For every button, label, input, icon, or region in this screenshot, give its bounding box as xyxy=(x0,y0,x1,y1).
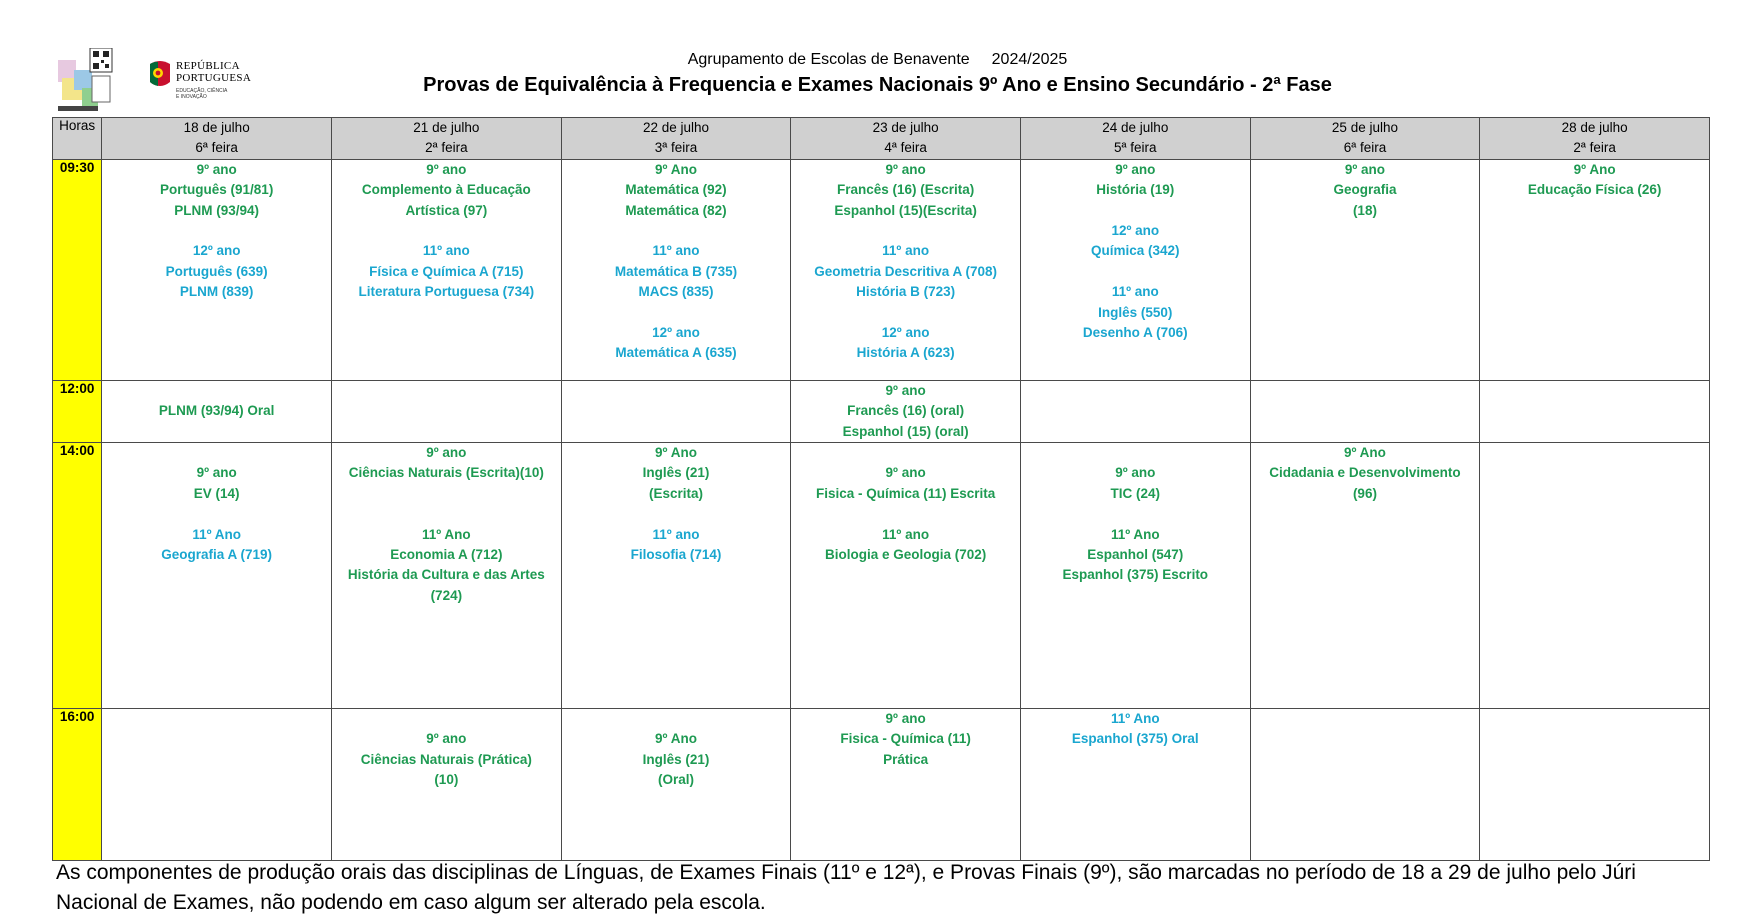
exam-line: 11º Ano xyxy=(421,526,471,542)
exam-line: 9º ano xyxy=(426,161,467,177)
day-header xyxy=(1250,118,1480,160)
exam-line: 9º ano xyxy=(885,161,926,177)
exam-cell xyxy=(561,159,791,380)
exam-cell xyxy=(791,443,1021,709)
spacer-line xyxy=(332,484,561,504)
exam-line: Matemática B (735) xyxy=(614,263,738,279)
exam-line: Biologia e Geologia (702) xyxy=(824,547,987,562)
day-date: 28 de julho xyxy=(1561,120,1628,135)
exam-line: Química (342) xyxy=(1091,243,1180,259)
exam-line: (Escrita) xyxy=(648,485,703,501)
time-cell: 09:30 xyxy=(53,159,102,380)
exam-line: 11º Ano xyxy=(1110,526,1160,542)
exam-line: 9º ano xyxy=(1344,161,1386,177)
exam-line: Geografia A (719) xyxy=(161,547,273,562)
exam-cell xyxy=(1250,443,1480,709)
exam-line: Fisica - Química (11) xyxy=(840,731,971,747)
day-date: 18 de julho xyxy=(183,120,250,135)
exam-line: Ciências Naturais (Escrita)(10) xyxy=(348,465,544,481)
exam-line: Artística (97) xyxy=(405,202,488,218)
exam-line: Espanhol (15)(Escrita) xyxy=(834,202,977,218)
spacer-line xyxy=(1021,262,1250,282)
exam-line: Matemática (92) xyxy=(625,182,727,198)
day-weekday: 6ª feira xyxy=(195,140,238,156)
school-name: Agrupamento de Escolas de Benavente xyxy=(687,51,970,68)
time-cell: 12:00 xyxy=(53,380,102,442)
logo-subtext-line: EDUCAÇÃO, CIÊNCIA xyxy=(176,88,228,94)
spacer-line xyxy=(562,709,791,729)
exam-line: 12º ano xyxy=(192,243,241,259)
exam-line: Inglês (21) xyxy=(642,465,710,481)
exam-line: (96) xyxy=(1352,485,1377,501)
day-weekday: 6ª feira xyxy=(1343,140,1387,156)
exam-line: Ciências Naturais (Prática) xyxy=(360,751,532,767)
exam-cell xyxy=(102,380,332,442)
day-header xyxy=(1480,118,1710,160)
spacer-line xyxy=(102,381,331,401)
table-header-row xyxy=(53,118,1710,160)
day-weekday: 3ª feira xyxy=(654,140,698,156)
day-date: 24 de julho xyxy=(1102,120,1169,135)
exam-line: TIC (24) xyxy=(1110,485,1161,501)
exam-line: 9º Ano xyxy=(655,445,697,460)
spacer-line xyxy=(1021,504,1250,524)
spacer-line xyxy=(102,504,331,524)
exam-line: PLNM (93/94) Oral xyxy=(158,403,275,419)
exam-cell xyxy=(1020,159,1250,380)
exam-cell xyxy=(561,709,791,861)
exam-line: 12º ano xyxy=(1111,222,1160,238)
exam-line: Francês (16) (Escrita) xyxy=(836,182,975,198)
exam-line: Complemento à Educação xyxy=(361,182,531,198)
exam-line: Matemática (82) xyxy=(625,202,727,218)
exam-cell xyxy=(1480,443,1710,709)
logo-subtext-line: E INOVAÇÃO xyxy=(176,94,207,100)
spacer-line xyxy=(562,303,791,323)
exam-line: (724) xyxy=(430,587,463,603)
day-header xyxy=(1020,118,1250,160)
day-header xyxy=(791,118,1021,160)
day-weekday: 5ª feira xyxy=(1114,140,1157,156)
spacer-line xyxy=(791,443,1020,463)
exam-line: 9º Ano xyxy=(1343,445,1386,460)
exam-line: Francês (16) (oral) xyxy=(847,403,965,419)
exam-line: 11º Ano xyxy=(1110,711,1160,726)
exam-line: Geometria Descritiva A (708) xyxy=(814,263,998,279)
day-header xyxy=(561,118,791,160)
exam-line: PLNM (93/94) xyxy=(174,202,260,218)
exam-line: Português (639) xyxy=(165,263,268,279)
exam-line: (Oral) xyxy=(657,772,694,788)
exam-line: 9º ano xyxy=(885,711,926,726)
exam-line: Português (91/81) xyxy=(160,182,274,198)
exam-line: 9º Ano xyxy=(655,161,697,177)
spacer-line xyxy=(791,504,1020,524)
exam-line: 9º ano xyxy=(1115,465,1156,481)
hours-header: Horas xyxy=(53,118,102,160)
logo-text-line: PORTUGUESA xyxy=(176,72,252,84)
exam-cell xyxy=(1250,380,1480,442)
exam-cell xyxy=(791,159,1021,380)
school-year: 2024/2025 xyxy=(991,51,1068,68)
day-date: 25 de julho xyxy=(1331,120,1398,135)
exam-line: Prática xyxy=(883,751,929,767)
page-title: Provas de Equivalência à Frequencia e Exames Nacionais 9º Ano e Ensino Secundário - 2ª Fase xyxy=(423,74,1332,96)
footer-note: As componentes de produção orais das disciplinas de Línguas, de Exames Finais (11º e 12ª), e Provas Finais (9º), são marcadas no período de 18 a 29 de julho pelo Júri Nacional de Exames, não podendo em caso algum ser alterado pela escola. xyxy=(56,861,1636,914)
day-date: 23 de julho xyxy=(872,120,939,135)
day-date: 21 de julho xyxy=(413,120,480,135)
exam-line: 9º ano xyxy=(885,465,926,481)
time-row xyxy=(53,709,1710,861)
exam-line: 11º ano xyxy=(652,243,700,259)
exam-cell xyxy=(791,709,1021,861)
exam-line: 11º ano xyxy=(882,526,930,542)
day-weekday: 2ª feira xyxy=(425,140,468,156)
spacer-line xyxy=(791,303,1020,323)
exam-line: 9º Ano xyxy=(655,731,697,747)
exam-line: Física e Química A (715) xyxy=(369,263,524,279)
exam-cell xyxy=(1020,443,1250,709)
exam-line: EV (14) xyxy=(193,485,240,501)
exam-line: Matemática A (635) xyxy=(615,345,737,361)
exam-line: 9º ano xyxy=(1115,161,1156,177)
exam-line: História B (723) xyxy=(856,284,956,300)
day-weekday: 4ª feira xyxy=(884,140,927,156)
exam-line: 9º ano xyxy=(885,382,926,398)
exam-cell xyxy=(332,159,562,380)
time-row xyxy=(53,443,1710,709)
exam-cell xyxy=(791,380,1021,442)
exam-cell xyxy=(102,443,332,709)
exam-line: 9º Ano xyxy=(1573,161,1616,177)
logo-text-line: REPÚBLICA xyxy=(176,60,240,72)
day-header xyxy=(332,118,562,160)
day-date: 22 de julho xyxy=(642,120,710,135)
exam-cell xyxy=(102,709,332,861)
exam-line: Economia A (712) xyxy=(390,547,503,562)
spacer-line xyxy=(562,504,791,524)
exam-line: Inglês (550) xyxy=(1098,304,1173,320)
exam-line: (18) xyxy=(1352,202,1377,218)
exam-cell xyxy=(561,443,791,709)
exam-line: 11º ano xyxy=(422,243,470,259)
exam-line: Cidadania e Desenvolvimento xyxy=(1269,465,1461,481)
exam-cell xyxy=(332,380,562,442)
exam-line: História (19) xyxy=(1096,182,1175,198)
exam-line: Literatura Portuguesa (734) xyxy=(358,284,535,300)
exam-line: 11º ano xyxy=(882,243,930,259)
exam-schedule-table xyxy=(52,117,1710,861)
spacer-line xyxy=(332,221,561,241)
exam-line: Espanhol (547) xyxy=(1087,547,1184,562)
exam-line: História da Cultura e das Artes xyxy=(347,567,545,583)
exam-line: 9º ano xyxy=(426,731,467,747)
exam-line: Desenho A (706) xyxy=(1082,325,1188,340)
exam-line: Espanhol (15) (oral) xyxy=(842,423,969,439)
day-weekday: 2ª feira xyxy=(1573,140,1616,156)
exam-cell xyxy=(561,380,791,442)
exam-line: (10) xyxy=(434,772,459,788)
exam-line: 12º ano xyxy=(652,325,700,340)
spacer-line xyxy=(102,443,331,463)
exam-cell xyxy=(1250,709,1480,861)
spacer-line xyxy=(1021,201,1250,221)
exam-line: 11º ano xyxy=(652,526,700,542)
exam-line: MACS (835) xyxy=(638,284,714,300)
exam-cell xyxy=(1480,709,1710,861)
exam-line: Geografia xyxy=(1333,182,1397,198)
exam-cell xyxy=(1250,159,1480,380)
exam-cell xyxy=(1020,709,1250,861)
exam-cell xyxy=(332,443,562,709)
exam-cell xyxy=(1020,380,1250,442)
exam-line: Fisica - Química (11) Escrita xyxy=(815,485,996,501)
exam-line: Inglês (21) xyxy=(642,751,710,767)
exam-line: 9º ano xyxy=(196,161,237,177)
time-row xyxy=(53,380,1710,442)
day-header xyxy=(102,118,332,160)
exam-cell xyxy=(1480,380,1710,442)
exam-line: Educação Física (26) xyxy=(1527,182,1662,198)
spacer-line xyxy=(102,221,331,241)
exam-line: 9º ano xyxy=(426,445,467,460)
exam-line: 11º Ano xyxy=(192,526,242,542)
exam-line: PLNM (839) xyxy=(179,284,254,300)
exam-line: 9º ano xyxy=(196,465,237,481)
exam-line: 11º ano xyxy=(1111,284,1159,300)
spacer-line xyxy=(332,709,561,729)
exam-cell xyxy=(332,709,562,861)
exam-line: Filosofia (714) xyxy=(630,547,722,563)
school-header xyxy=(0,50,1755,70)
exam-line: Espanhol (375) Escrito xyxy=(1062,567,1209,583)
spacer-line xyxy=(791,221,1020,241)
spacer-line xyxy=(1021,443,1250,463)
time-cell: 14:00 xyxy=(53,443,102,709)
spacer-line xyxy=(562,221,791,241)
spacer-line xyxy=(332,504,561,524)
exam-line: Espanhol (375) Oral xyxy=(1071,731,1199,747)
exam-line: 12º ano xyxy=(881,325,930,340)
exam-line: História A (623) xyxy=(856,345,955,361)
time-row xyxy=(53,159,1710,380)
time-cell: 16:00 xyxy=(53,709,102,861)
exam-cell xyxy=(1480,159,1710,380)
exam-cell xyxy=(102,159,332,380)
